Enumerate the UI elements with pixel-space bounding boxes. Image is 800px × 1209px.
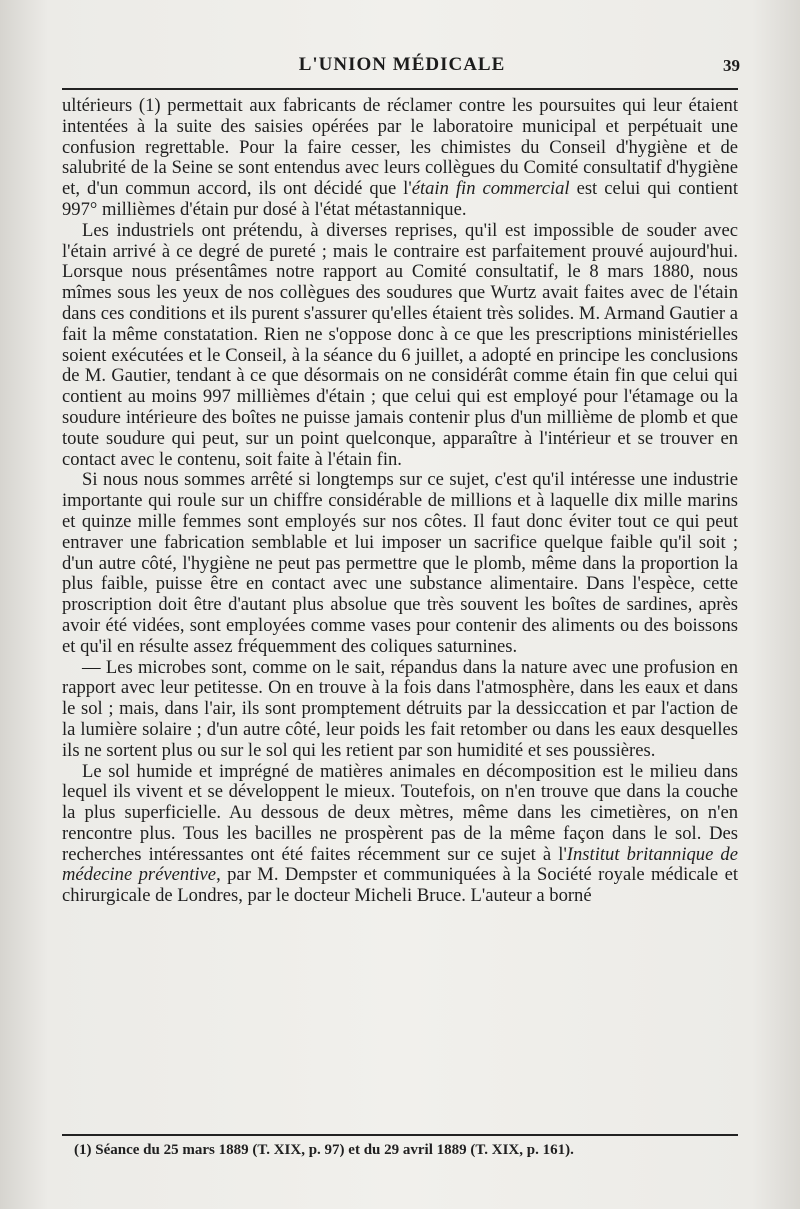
page-header (62, 54, 742, 84)
page-number: 39 (723, 56, 740, 75)
running-title: L'UNION MÉDICALE (298, 54, 506, 75)
footnote: (1) Séance du 25 mars 1889 (T. XIX, p. 97) et du 29 avril 1889 (T. XIX, p. 161). (74, 1142, 574, 1158)
paragraph: Les industriels ont prétendu, à diverses reprises, qu'il est impossible de souder avec l'étain arrivé à ce degré de pureté ; mais le contraire est parfaitement prouvé aujourd'hui. Lorsque nous présentâmes notre rapport au Comité consultatif, le 8 mars 1880, nous mîmes sous les yeux de nos collègues des soudures que Wurtz avait faites avec de l'étain dans ces conditions et ils purent s'assurer qu'elles étaient très solides. M. Armand Gautier a fait la même constatation. Rien ne s'oppose donc à ce que les prescriptions ministérielles soient exécutées et le Conseil, à la séance du 6 juillet, a adopté en principe les conclusions de M. Gautier, tendant à ce que désormais on ne considérât comme étain fin que celui qui contient au moins 997 millièmes d'étain ; que celui qui est employé pour l'étamage ou la soudure intérieure des boîtes ne puisse jamais contenir plus d'un millième de plomb et que toute soudure qui peut, sur un point quelconque, apparaître à l'intérieur et se trouver en contact avec le contenu, soit faite à l'étain fin. (62, 219, 738, 470)
paragraph: — Les microbes sont, comme on le sait, répandus dans la nature avec une profusion en rapport avec leur petitesse. On en trouve à la fois dans l'atmosphère, dans les eaux et dans le sol ; mais, dans l'air, ils sont promptement détruits par la dessiccation et par l'action de la lumière solaire ; d'un autre côté, leur poids les fait retomber ou dans les eaux desquelles ils ne sortent plus ou sur le sol qui les retient par son humidité et ses poussières. (62, 656, 738, 761)
paragraph: Si nous nous sommes arrêté si longtemps sur ce sujet, c'est qu'il intéresse une industrie importante qui roule sur un chiffre considérable de millions et à laquelle dix mille marins et quinze mille femmes sont employés sur nos côtes. Il faut donc éviter tout ce qui peut entraver une fabrication semblable et lui imposer un sacrifice quelque faible qu'il soit ; d'un autre côté, l'hygiène ne peut pas permettre que le plomb, même dans la proportion la plus faible, puisse être en contact avec une substance alimentaire. Dans l'espèce, cette proscription doit être d'autant plus absolue que très souvent les boîtes de sardines, après avoir été vidées, sont employées comme vases pour contenir des aliments ou des boissons et qu'il en résulte assez fréquemment des coliques saturnines. (62, 469, 738, 657)
paragraph: ultérieurs (1) permettait aux fabricants de réclamer contre les poursuites qui leur étaient intentées à la suite des saisies opérées par le laboratoire municipal et perpétuait une confusion regrettable. Pour la faire cesser, les chimistes du Conseil d'hygiène et de salubrité de la Seine se sont entendus avec leurs collègues du Comité consultatif d'hygiène et, d'un commun accord, ils ont décidé que l'étain fin commercial est celui qui contient 997° millièmes d'étain pur dosé à l'état métastannique. (62, 95, 738, 220)
header-rule (62, 88, 738, 90)
italic-phrase: étain fin commercial (411, 178, 570, 200)
footnote-rule (62, 1134, 738, 1136)
italic-phrase: Institut britannique de médecine préventive (62, 843, 738, 886)
paragraph: Le sol humide et imprégné de matières animales en décomposition est le milieu dans lequel ils vivent et se développent le mieux. Toutefois, on n'en trouve que dans la couche la plus superficielle. Au dessous de deux mètres, même dans les cimetières, on n'en rencontre plus. Tous les bacilles ne prospèrent pas de la même façon dans le sol. Des recherches intéressantes ont été faites récemment sur ce sujet à l'Institut britannique de médecine préventive, par M. Dempster et communiquées à la Société royale médicale et chirurgicale de Londres, par le docteur Micheli Bruce. L'auteur a borné (62, 760, 738, 907)
body-text (62, 96, 738, 907)
